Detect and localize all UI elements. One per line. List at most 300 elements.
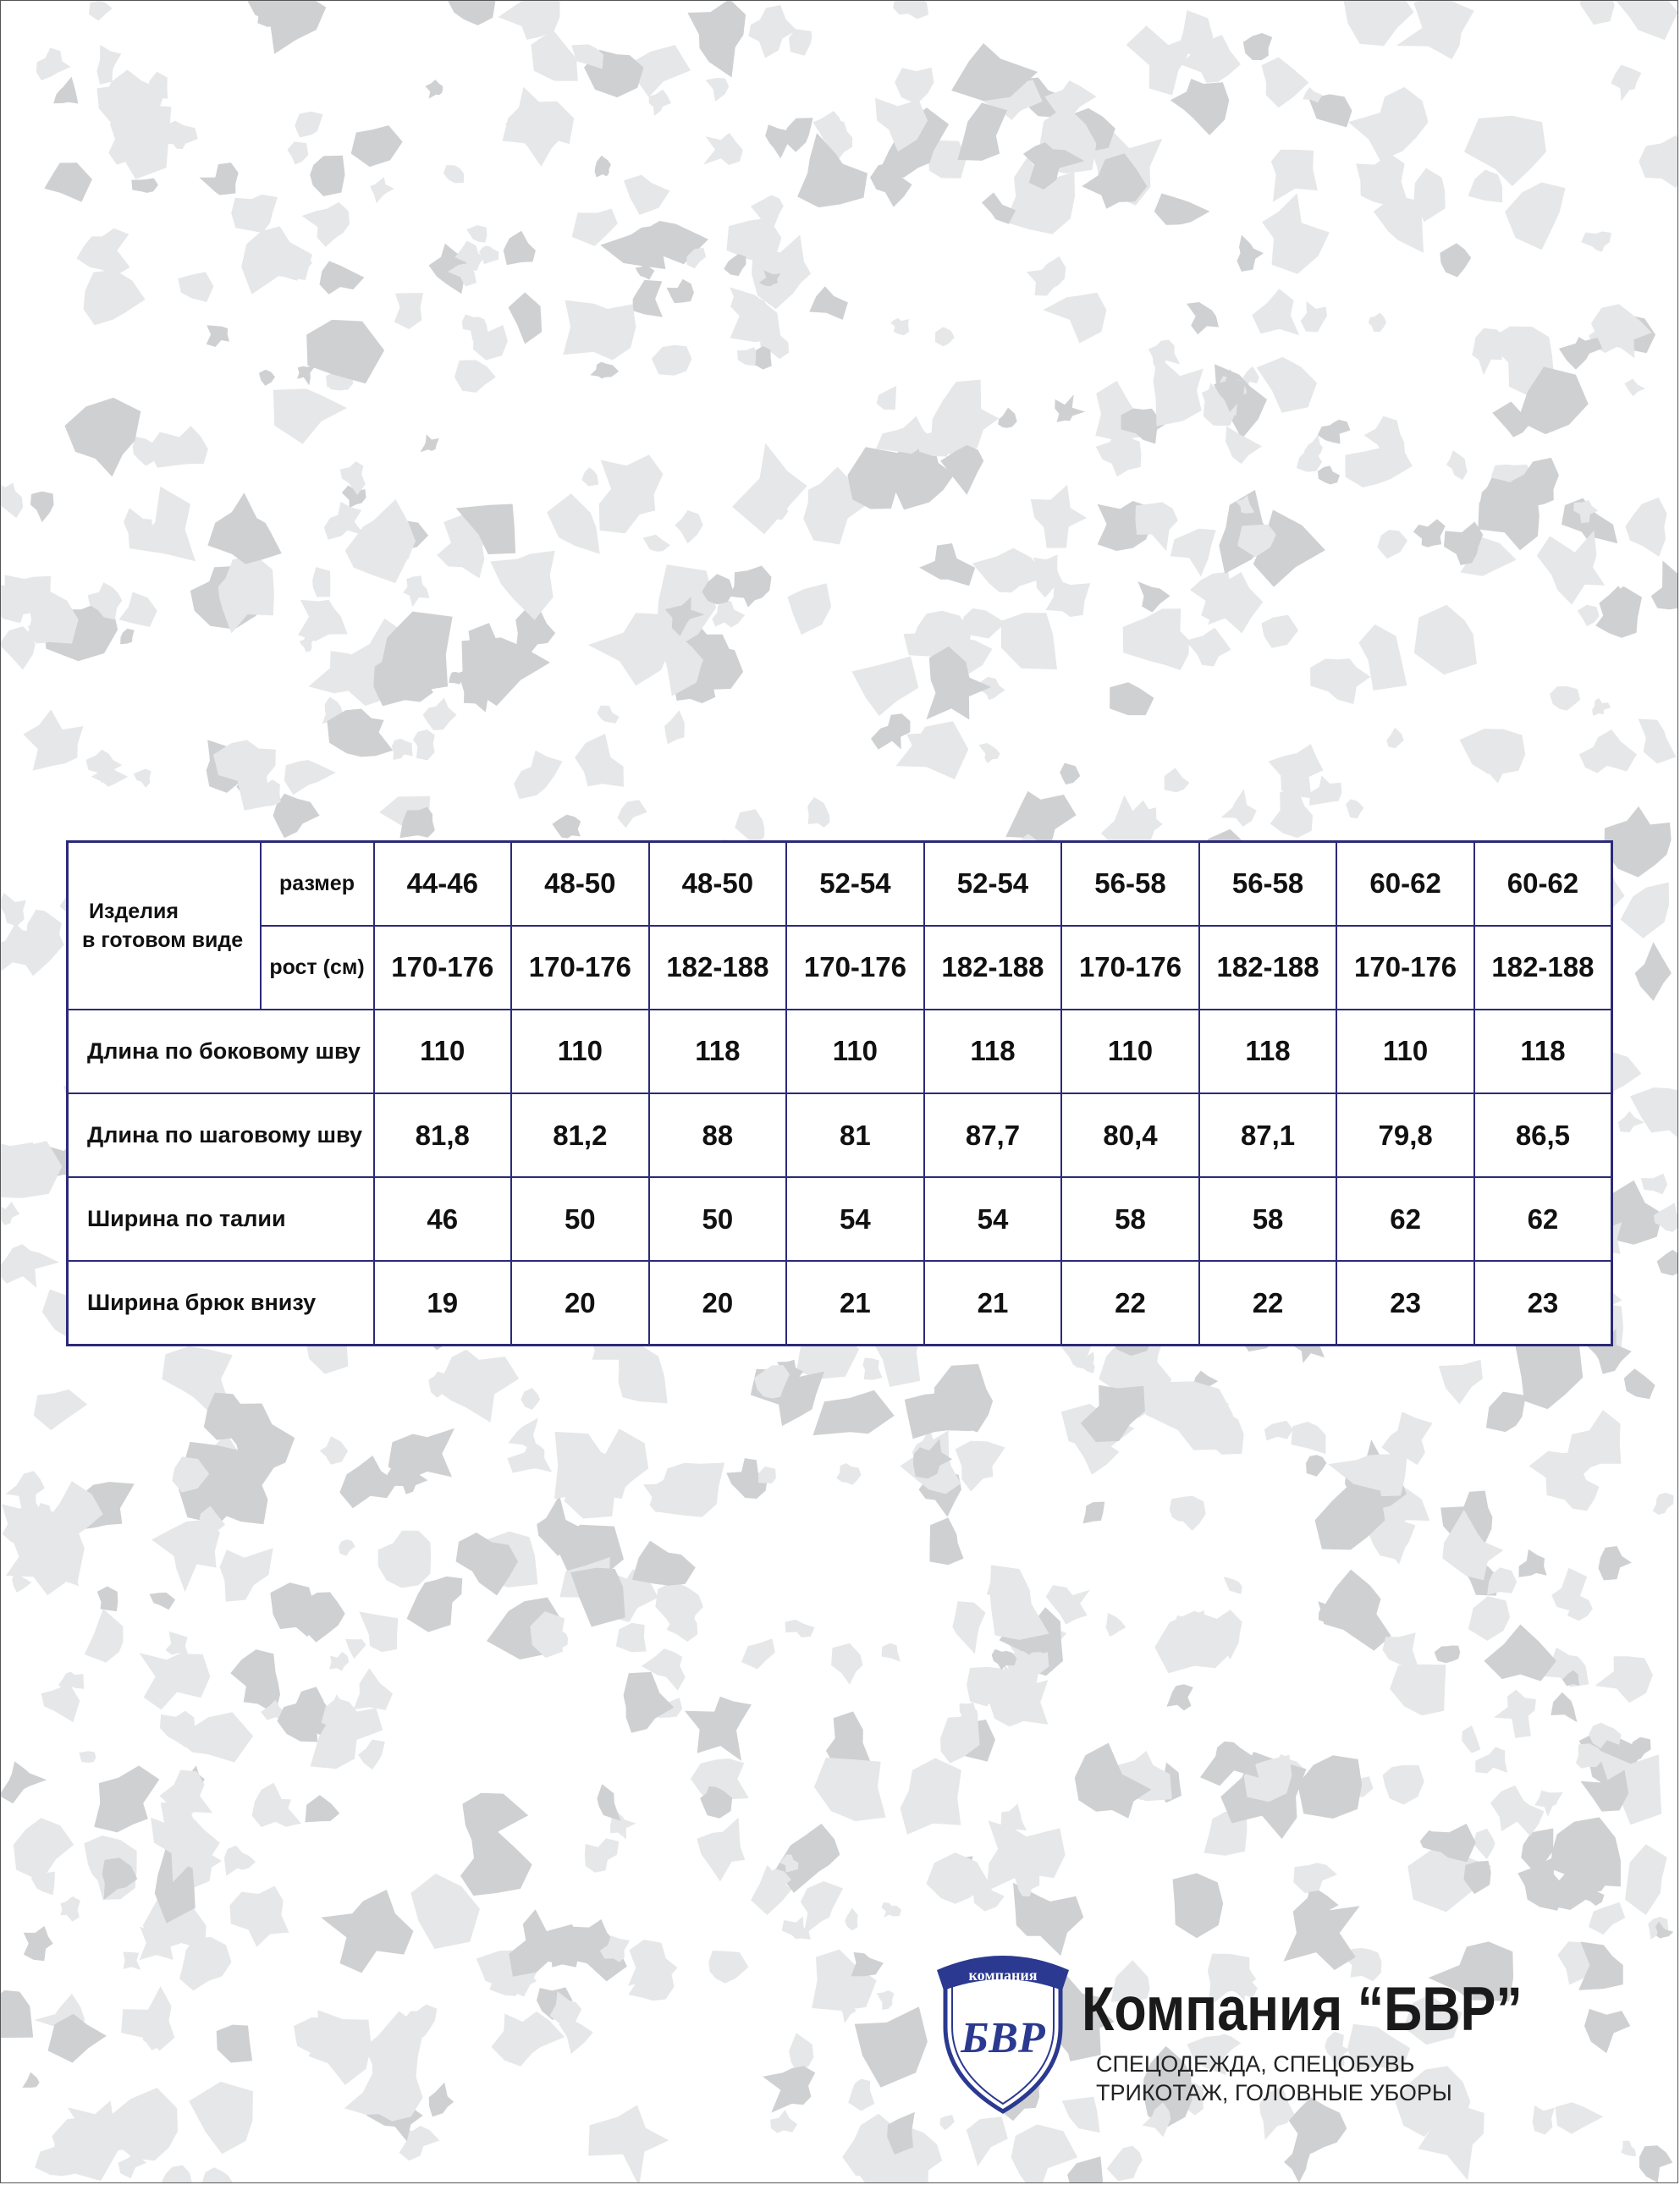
camo-blob xyxy=(120,629,135,645)
camo-blob xyxy=(514,751,563,800)
camo-blob xyxy=(952,1601,985,1654)
camo-blob xyxy=(675,510,703,543)
camo-blob xyxy=(1262,193,1330,273)
camo-blob xyxy=(1170,1496,1206,1531)
camo-blob xyxy=(1440,243,1471,277)
camo-blob xyxy=(901,1758,961,1835)
camo-blob xyxy=(597,1784,620,1821)
camo-blob xyxy=(1306,1455,1326,1477)
camo-blob xyxy=(345,1639,366,1659)
camo-blob xyxy=(787,583,831,635)
table-cell: 54 xyxy=(786,1177,924,1261)
table-row xyxy=(68,1010,1612,1093)
camo-blob xyxy=(1567,1410,1622,1471)
camo-blob xyxy=(813,1390,895,1435)
camo-blob xyxy=(585,1838,620,1872)
camo-blob xyxy=(79,1751,96,1763)
company-tagline-line1: СПЕЦОДЕЖДА, СПЕЦОБУВЬ xyxy=(1096,2051,1415,2077)
camo-blob xyxy=(1,1202,19,1225)
camo-blob xyxy=(697,1818,745,1882)
camo-blob xyxy=(1310,658,1370,704)
table-cell: 81,2 xyxy=(511,1093,649,1177)
camo-blob xyxy=(302,202,350,247)
camo-blob xyxy=(1221,789,1257,827)
camo-blob xyxy=(635,45,691,97)
camo-blob xyxy=(295,112,322,138)
camo-blob xyxy=(492,2012,565,2067)
table-cell: 50 xyxy=(511,1177,649,1261)
table-cell: 20 xyxy=(649,1261,787,1345)
table-cell: 118 xyxy=(1199,1010,1337,1093)
company-logo xyxy=(927,1946,1079,2116)
camo-blob xyxy=(1170,529,1216,577)
table-cell: 23 xyxy=(1474,1261,1612,1345)
camo-blob xyxy=(1309,775,1341,806)
camo-blob xyxy=(1490,1786,1544,1836)
camo-blob xyxy=(911,611,972,656)
camo-blob xyxy=(919,543,975,586)
size-cell: 52-54 xyxy=(924,842,1062,926)
camo-blob xyxy=(1170,79,1230,135)
camo-blob xyxy=(1383,1765,1424,1805)
camo-blob xyxy=(44,162,92,201)
table-row xyxy=(68,1093,1612,1177)
table-cell: 46 xyxy=(374,1177,512,1261)
camo-blob xyxy=(1639,719,1677,764)
table-row xyxy=(68,1261,1612,1345)
camo-blob xyxy=(298,600,348,641)
camo-blob xyxy=(624,175,670,215)
header-title-line1: Изделия xyxy=(89,899,179,923)
camo-blob xyxy=(785,1620,815,1637)
size-label: размер xyxy=(261,842,374,926)
camo-blob xyxy=(41,1684,80,1723)
camo-blob xyxy=(84,270,146,325)
camo-blob xyxy=(552,815,581,839)
camo-blob xyxy=(1651,560,1677,609)
camo-blob xyxy=(831,1643,863,1685)
camo-blob xyxy=(1043,293,1106,344)
camo-blob xyxy=(178,272,213,302)
camo-blob xyxy=(588,613,673,685)
camo-blob xyxy=(1243,33,1273,60)
camo-blob xyxy=(1154,355,1204,427)
camo-blob xyxy=(1,1761,47,1803)
camo-blob xyxy=(306,320,384,383)
camo-blob xyxy=(982,192,1016,223)
camo-blob xyxy=(252,1783,301,1827)
camo-blob xyxy=(358,1740,385,1770)
table-cell: 22 xyxy=(1061,1261,1199,1345)
camo-blob xyxy=(1105,1613,1126,1637)
camo-blob xyxy=(202,2167,233,2182)
camo-blob xyxy=(310,156,344,196)
camo-blob xyxy=(509,293,543,344)
camo-blob xyxy=(1621,2141,1636,2157)
camo-blob xyxy=(1374,195,1424,253)
camo-blob xyxy=(1,893,26,927)
height-cell: 170-176 xyxy=(374,926,512,1010)
camo-blob xyxy=(1625,498,1666,557)
camo-blob xyxy=(956,1441,1005,1492)
camo-blob xyxy=(1031,485,1088,548)
table-cell: 21 xyxy=(786,1261,924,1345)
table-cell: 110 xyxy=(1061,1010,1199,1093)
table-cell: 22 xyxy=(1199,1261,1337,1345)
camo-blob xyxy=(1595,1656,1654,1703)
camo-blob xyxy=(1110,682,1154,715)
table-cell: 110 xyxy=(374,1010,512,1093)
camo-blob xyxy=(443,165,464,183)
camo-blob xyxy=(278,1687,324,1742)
header-title xyxy=(68,842,261,1010)
camo-blob xyxy=(724,254,746,276)
camo-blob xyxy=(845,1908,858,1931)
camo-blob xyxy=(737,347,758,366)
camo-blob xyxy=(508,1418,538,1453)
camo-blob xyxy=(1123,608,1189,670)
camo-blob xyxy=(131,179,158,193)
camo-blob xyxy=(34,1390,87,1430)
camo-blob xyxy=(139,1653,210,1709)
camo-blob xyxy=(1261,58,1308,108)
camo-blob xyxy=(563,300,636,360)
size-cell: 48-50 xyxy=(511,842,649,926)
camo-blob xyxy=(1055,394,1085,422)
camo-blob xyxy=(94,1765,159,1832)
camo-blob xyxy=(1537,531,1606,605)
camo-blob xyxy=(882,1902,902,1918)
table-cell: 62 xyxy=(1474,1177,1612,1261)
camo-blob xyxy=(466,225,487,243)
camo-blob xyxy=(1,1244,59,1288)
camo-blob xyxy=(1599,1546,1632,1580)
camo-blob xyxy=(1252,289,1299,335)
camo-blob xyxy=(423,698,457,730)
camo-blob xyxy=(1580,1,1615,25)
camo-blob xyxy=(351,125,403,167)
row-label: Ширина брюк внизу xyxy=(68,1261,374,1345)
camo-blob xyxy=(1592,698,1611,716)
camo-blob xyxy=(632,1541,696,1586)
camo-blob xyxy=(1624,1368,1655,1399)
camo-blob xyxy=(1581,232,1611,252)
camo-blob xyxy=(1630,1086,1677,1148)
camo-blob xyxy=(890,318,909,335)
camo-blob xyxy=(118,592,157,627)
camo-blob xyxy=(231,195,278,233)
height-cell: 182-188 xyxy=(649,926,787,1010)
camo-blob xyxy=(1550,686,1580,711)
table-cell: 21 xyxy=(924,1261,1062,1345)
camo-blob xyxy=(1486,1392,1526,1433)
camo-blob xyxy=(877,1990,895,2010)
size-cell: 60-62 xyxy=(1336,842,1474,926)
camo-blob xyxy=(929,1517,963,1565)
height-cell: 170-176 xyxy=(1061,926,1199,1010)
camo-blob xyxy=(1318,420,1351,444)
table-cell: 110 xyxy=(511,1010,649,1093)
camo-blob xyxy=(217,2025,252,2063)
camo-blob xyxy=(1439,1360,1483,1405)
camo-blob xyxy=(22,2072,39,2088)
camo-blob xyxy=(1137,581,1170,613)
camo-blob xyxy=(1358,625,1407,691)
camo-blob xyxy=(667,279,694,303)
camo-blob xyxy=(624,1672,675,1733)
camo-blob xyxy=(1584,2009,1630,2053)
logo-monogram: БВР xyxy=(961,2014,1045,2062)
camo-blob xyxy=(730,566,771,608)
camo-blob xyxy=(1180,10,1214,54)
camo-blob xyxy=(320,261,365,294)
camo-blob xyxy=(1462,1725,1480,1753)
camo-blob xyxy=(1060,763,1080,785)
camo-blob xyxy=(166,1632,189,1655)
camo-blob xyxy=(1473,1829,1495,1859)
shield-logo-icon xyxy=(927,1946,1079,2116)
camo-blob xyxy=(893,1,928,19)
camo-blob xyxy=(207,493,281,564)
camo-blob xyxy=(1519,1549,1547,1577)
height-cell: 170-176 xyxy=(511,926,649,1010)
camo-blob xyxy=(297,366,316,386)
camo-blob xyxy=(204,1393,260,1440)
row-label: Длина по боковому шву xyxy=(68,1010,374,1093)
camo-blob xyxy=(978,743,1000,763)
size-cell: 44-46 xyxy=(374,842,512,926)
camo-blob xyxy=(826,1711,871,1765)
camo-blob xyxy=(967,2116,1008,2166)
camo-blob xyxy=(581,467,598,486)
camo-blob xyxy=(288,141,309,164)
camo-blob xyxy=(259,370,275,386)
camo-blob xyxy=(448,1,495,25)
camo-blob xyxy=(328,709,394,757)
camo-blob xyxy=(685,1697,752,1761)
camo-blob xyxy=(801,1881,843,1935)
camo-blob xyxy=(877,386,897,410)
camo-blob xyxy=(1284,2145,1312,2182)
camo-blob xyxy=(224,1846,256,1876)
size-table xyxy=(66,840,1613,1346)
camo-blob xyxy=(36,48,71,81)
camo-blob xyxy=(207,325,229,347)
table-cell: 110 xyxy=(1336,1010,1474,1093)
camo-blob xyxy=(1292,1422,1326,1454)
camo-blob xyxy=(1262,615,1299,648)
size-row xyxy=(68,842,1612,926)
camo-blob xyxy=(23,709,83,770)
camo-blob xyxy=(85,1609,124,1663)
camo-blob xyxy=(1345,445,1412,487)
company-tagline-line2: ТРИКОТАЖ, ГОЛОВНЫЕ УБОРЫ xyxy=(1096,2080,1452,2105)
camo-blob xyxy=(588,2105,669,2183)
camo-blob xyxy=(935,327,955,346)
camo-blob xyxy=(270,1582,316,1637)
camo-blob xyxy=(755,346,772,370)
header-title-line2: в готовом виде xyxy=(82,927,244,952)
camo-blob xyxy=(599,454,664,533)
camo-blob xyxy=(1533,2105,1556,2135)
camo-blob xyxy=(1186,628,1231,667)
camo-blob xyxy=(378,1531,432,1588)
size-cell: 52-54 xyxy=(786,842,924,926)
table-cell: 23 xyxy=(1336,1261,1474,1345)
camo-blob xyxy=(1624,379,1645,397)
camo-blob xyxy=(618,800,647,828)
camo-blob xyxy=(532,30,578,81)
camo-blob xyxy=(320,1436,348,1465)
camo-blob xyxy=(749,5,797,58)
camo-blob xyxy=(895,68,934,104)
camo-blob xyxy=(1653,1493,1674,1515)
camo-blob xyxy=(199,162,238,195)
camo-blob xyxy=(871,713,911,750)
camo-blob xyxy=(1559,337,1602,370)
camo-blob xyxy=(708,1951,748,1984)
table-cell: 118 xyxy=(1474,1010,1612,1093)
camo-blob xyxy=(354,1668,393,1710)
camo-blob xyxy=(229,1886,289,1947)
row-label: Длина по шаговому шву xyxy=(68,1093,374,1177)
height-row xyxy=(68,926,1612,1010)
camo-blob xyxy=(64,398,140,477)
logo-caption: компания xyxy=(968,1967,1038,1984)
size-cell: 56-58 xyxy=(1061,842,1199,926)
camo-blob xyxy=(616,1623,647,1653)
camo-blob xyxy=(1166,1684,1193,1710)
camo-blob xyxy=(741,1638,775,1669)
table-cell: 87,1 xyxy=(1199,1093,1337,1177)
camo-blob xyxy=(1378,530,1408,559)
camo-blob xyxy=(1639,135,1677,188)
table-cell: 19 xyxy=(374,1261,512,1345)
table-cell: 81,8 xyxy=(374,1093,512,1177)
camo-blob xyxy=(643,535,670,552)
camo-blob xyxy=(1625,1844,1667,1915)
camo-blob xyxy=(429,2083,454,2117)
camo-blob xyxy=(597,706,619,724)
camo-blob xyxy=(1551,1692,1577,1723)
camo-blob xyxy=(97,1587,118,1612)
camo-blob xyxy=(189,2082,253,2154)
camo-blob xyxy=(687,1,746,77)
camo-blob xyxy=(1614,1,1677,40)
camo-blob xyxy=(60,1896,80,1922)
camo-blob xyxy=(1556,2102,1604,2133)
camo-blob xyxy=(758,1467,776,1483)
camo-blob xyxy=(809,286,848,320)
camo-blob xyxy=(1348,87,1429,161)
company-name: Компания “БВР” xyxy=(1082,1975,1523,2044)
table-cell: 118 xyxy=(649,1010,787,1093)
camo-blob xyxy=(150,1593,176,1610)
camo-blob xyxy=(1346,799,1363,818)
camo-blob xyxy=(1165,768,1190,792)
camo-blob xyxy=(1284,1896,1360,1970)
camo-blob xyxy=(1414,605,1477,675)
camo-blob xyxy=(1187,302,1219,334)
camo-blob xyxy=(1173,1874,1224,1939)
table-cell: 58 xyxy=(1199,1177,1337,1261)
camo-blob xyxy=(732,443,807,535)
camo-blob xyxy=(785,118,812,152)
height-label: рост (см) xyxy=(261,926,374,1010)
camo-blob xyxy=(1136,502,1178,551)
camo-blob xyxy=(1635,942,1672,1001)
camo-blob xyxy=(1639,2145,1672,2182)
camo-blob xyxy=(89,1,113,20)
camo-blob xyxy=(940,2115,955,2130)
camo-blob xyxy=(814,1758,886,1821)
camo-blob xyxy=(1589,1902,1625,1935)
camo-blob xyxy=(339,1539,355,1555)
camo-blob xyxy=(664,710,685,744)
camo-blob xyxy=(420,434,438,452)
camo-blob xyxy=(123,1952,140,1970)
table-cell: 118 xyxy=(924,1010,1062,1093)
camo-blob xyxy=(479,245,499,264)
camo-blob xyxy=(855,2006,928,2087)
camo-blob xyxy=(1264,1421,1293,1441)
camo-blob xyxy=(1027,256,1066,296)
camo-blob xyxy=(1468,170,1503,203)
table-cell: 87,7 xyxy=(924,1093,1062,1177)
camo-blob xyxy=(394,293,423,329)
height-cell: 182-188 xyxy=(1199,926,1337,1010)
camo-blob xyxy=(1579,729,1637,773)
camo-blob xyxy=(1604,806,1671,878)
camo-blob xyxy=(1505,183,1566,250)
camo-blob xyxy=(220,1548,273,1601)
table-cell: 88 xyxy=(649,1093,787,1177)
camo-blob xyxy=(703,133,743,165)
camo-blob xyxy=(148,426,208,467)
table-cell: 62 xyxy=(1336,1177,1474,1261)
camo-blob xyxy=(763,2066,815,2112)
camo-blob xyxy=(851,657,918,716)
height-cell: 182-188 xyxy=(1474,926,1612,1010)
table-cell: 79,8 xyxy=(1336,1093,1474,1177)
camo-blob xyxy=(1001,613,1057,669)
table-row xyxy=(68,1177,1612,1261)
camo-blob xyxy=(1435,1646,1461,1664)
camo-blob xyxy=(435,1350,519,1423)
size-cell: 60-62 xyxy=(1474,842,1612,926)
camo-blob xyxy=(590,362,619,379)
camo-blob xyxy=(1271,150,1318,202)
camo-blob xyxy=(306,1795,340,1822)
row-label: Ширина по талии xyxy=(68,1177,374,1261)
camo-blob xyxy=(862,1358,882,1380)
camo-blob xyxy=(633,280,663,317)
height-cell: 170-176 xyxy=(786,926,924,1010)
table-cell: 58 xyxy=(1061,1177,1199,1261)
camo-blob xyxy=(329,1652,350,1671)
camo-blob xyxy=(1011,2124,1078,2182)
camo-blob xyxy=(162,2166,193,2183)
camo-blob xyxy=(1369,313,1386,333)
camo-blob xyxy=(245,1,326,54)
camo-blob xyxy=(284,760,336,795)
camo-blob xyxy=(30,492,54,523)
camo-blob xyxy=(1293,1863,1337,1893)
camo-blob xyxy=(1468,1596,1510,1641)
camo-blob xyxy=(504,231,536,265)
camo-blob xyxy=(770,2110,797,2133)
camo-blob xyxy=(1475,1747,1507,1773)
